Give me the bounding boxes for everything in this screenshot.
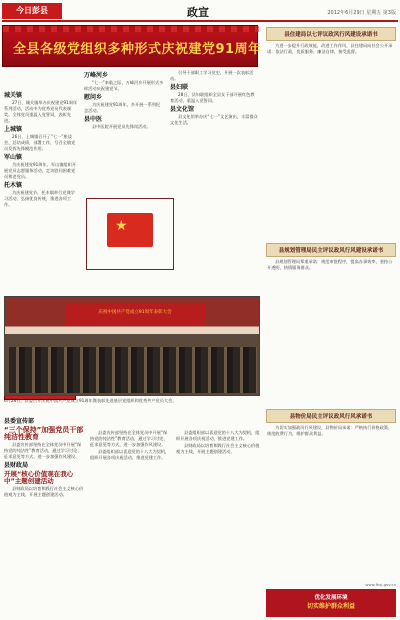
article-head: 城关镇 bbox=[4, 92, 23, 99]
party-flag bbox=[107, 213, 153, 247]
lower-text: 县财政局以培育和践行社会主义核心价值观为主线，开展主题创建活动。 bbox=[4, 486, 84, 497]
lower-column-3 bbox=[176, 430, 260, 616]
article-head: 县文化馆 bbox=[170, 106, 195, 113]
banner-decoration bbox=[3, 26, 259, 32]
article-head: 县妇联 bbox=[170, 84, 189, 91]
notice-body-1 bbox=[266, 41, 396, 241]
lower-text: 县委宣传部坚持在全体党员中开展“保持党的纯洁性”教育活动，通过学习讨论、征求意见等方式，进一步加强作风建设。 bbox=[90, 430, 168, 447]
lower-subhead: 开展“核心价值观在我心中”主题创建活动 bbox=[4, 470, 74, 485]
right-column bbox=[266, 25, 396, 617]
notice-body-2 bbox=[266, 257, 396, 407]
headline-banner bbox=[2, 25, 262, 67]
issue-info: 2012年6月29日 星期五 第3版 bbox=[327, 10, 396, 16]
promo-box bbox=[266, 589, 396, 617]
stage-banner-text: 庆祝中国共产党成立91周年表彰大会 bbox=[98, 310, 172, 315]
lower-head: 县委宣传部 bbox=[4, 418, 35, 425]
promo-line-1: 优化发展环境 bbox=[314, 595, 348, 601]
masthead bbox=[2, 2, 398, 22]
article-text: 县文化馆举办庆“七一”文艺演出，丰富群众文化生活。 bbox=[170, 114, 258, 125]
lower-head: 县财政局 bbox=[4, 462, 29, 469]
article-head: 县中医 bbox=[84, 116, 103, 123]
article-text: 引导干部职工学习党史，开展一次表彰活动。 bbox=[170, 70, 254, 81]
article-text: 县中医院开展党员先锋岗活动。 bbox=[92, 124, 151, 129]
lower-text: 县委组织部以喜迎党的十八大为契机，组织开展各项庆祝活动，推进党建工作。 bbox=[90, 449, 170, 460]
article-head: 托木镇 bbox=[4, 182, 23, 189]
notice-text: 为进一步提升行政效能，改进工作作风，县住建局向社会公开承诺：依法行政，优质服务，廉洁自律，接受监督。 bbox=[267, 43, 393, 54]
star-icon: ★ bbox=[115, 218, 128, 234]
column-3 bbox=[170, 70, 258, 290]
lower-text: 县财政局以培育和践行社会主义核心价值观为主线，开展主题创建活动。 bbox=[176, 443, 260, 454]
article-text: 为庆祝建党91周年，乡开展一系列纪念活动。 bbox=[84, 102, 161, 113]
notice-text: 为切实加强政风行风建设，县物价局承诺：严格执行价格政策，规范收费行为，维护群众利益。 bbox=[267, 425, 393, 436]
newspaper-logo: 今日彭县 bbox=[2, 3, 62, 19]
notice-head-3: 县物价局民主评议政风行风承诺书 bbox=[266, 409, 396, 423]
lower-text: 县委组织部以喜迎党的十八大为契机，组织开展各项庆祝活动，推进党建工作。 bbox=[176, 430, 260, 441]
article-text: 26日，上城镇召开了“七一”座谈会，总结成绩，部署工作，号召全镇党员发挥先锋模范作用。 bbox=[4, 134, 76, 151]
notice-head-2: 县规划管理局民主评议政风行风建设承诺书 bbox=[266, 243, 396, 257]
article-text: “七一”来临之际，万峰河乡开展形式多样活动庆祝建党节。 bbox=[84, 80, 164, 91]
stage-banner bbox=[65, 303, 205, 325]
party-flag-photo bbox=[86, 198, 174, 270]
meeting-photo bbox=[4, 296, 260, 396]
article-text: 为庆祝建党节，托木镇举行党课学习活动，弘扬优良传统，推进各项工作。 bbox=[4, 190, 75, 207]
article-head: 军山镇 bbox=[4, 154, 23, 161]
article-text: 为庆祝建党91周年，军山镇组织开展党员志愿服务活动，走访慰问困难党员和老党员。 bbox=[4, 162, 76, 179]
lower-column-2 bbox=[90, 430, 170, 616]
notice-body-3 bbox=[266, 423, 396, 573]
column-2 bbox=[84, 70, 164, 200]
headline-title: 全县各级党组织多种形式庆祝建党91周年 bbox=[13, 42, 262, 57]
lower-subhead: “三个保持”加强党员干部纯洁性教育 bbox=[4, 426, 84, 441]
photo-caption: 6月28日，县委召开庆祝中国共产党成立91周年暨表彰先进基层党组织和优秀共产党员大会。 bbox=[4, 398, 177, 403]
audience bbox=[9, 347, 257, 393]
article-head: 慰问乡 bbox=[84, 94, 103, 101]
lower-text: 县委宣传部坚持在全体党员中开展“保持党的纯洁性”教育活动，通过学习讨论、征求意见等方式，进一步加强作风建设。 bbox=[4, 442, 82, 459]
section-title: 政宣 bbox=[187, 6, 209, 19]
promo-line-2: 切实维护群众利益 bbox=[306, 603, 355, 610]
notice-text: 县规划管理局郑重承诺：规范审批程序，提高办事效率，坚持公开透明，热情服务群众。 bbox=[267, 259, 393, 270]
article-text: 28日，县妇联组织全县女干部开展红色教育活动，重温入党誓词。 bbox=[170, 92, 255, 103]
article-head: 万峰河乡 bbox=[84, 72, 109, 79]
footer-url: www.fkxj.gov.cn bbox=[365, 582, 396, 587]
article-text: 27日，城关镇举办庆祝建党91周年系列活动，活动中为优秀党员代表颁奖，全体党员重温入党誓词，表彰先进。 bbox=[4, 100, 78, 123]
lower-column-1 bbox=[4, 416, 84, 616]
notice-head-1: 县住建局以七评议政风行风建设承诺书 bbox=[266, 27, 396, 41]
article-head: 上城镇 bbox=[4, 126, 23, 133]
